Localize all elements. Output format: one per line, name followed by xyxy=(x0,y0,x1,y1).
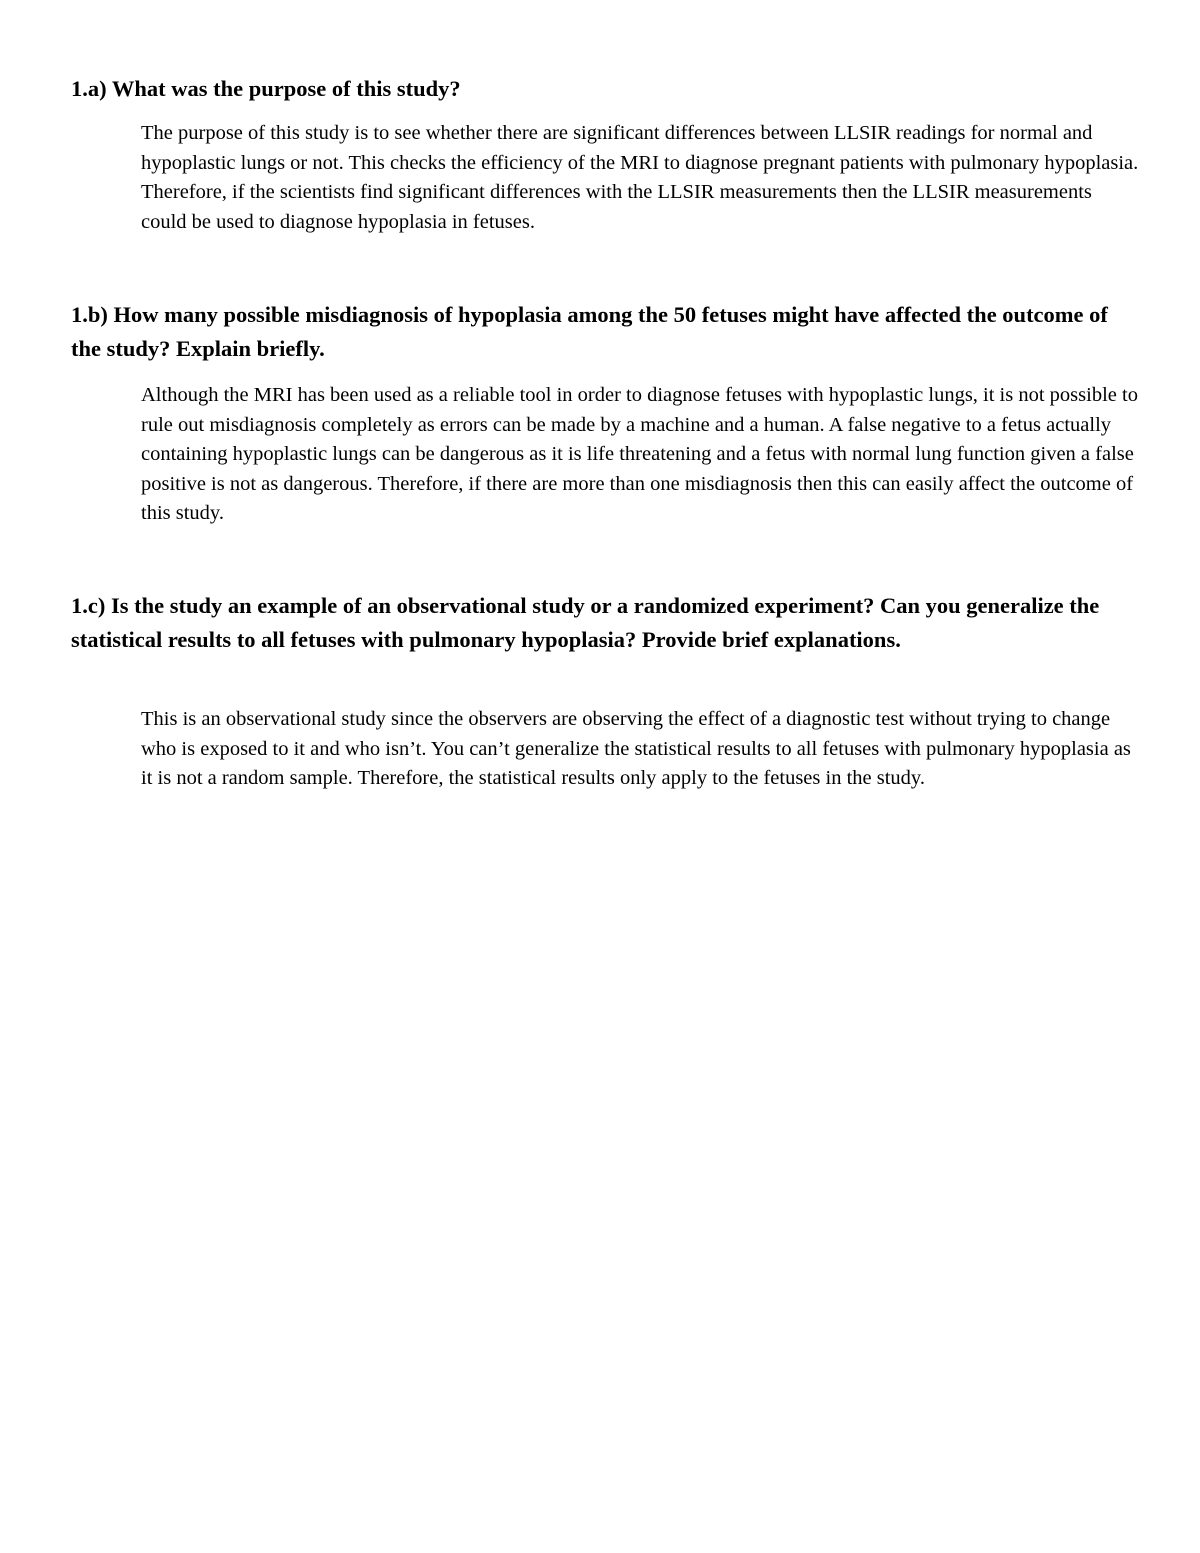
question-1b-heading: 1.b) How many possible misdiagnosis of hypoplasia among the 50 fetuses might have affected the outcome of the study? Explain briefly. xyxy=(71,302,1108,361)
answer-1c-text: This is an observational study since the observers are observing the effect of a diagnostic test without trying to change who is exposed to it and who isn’t. You can’t generalize the statistical results to all fetuses with pulmonary hypoplasia as it is not a random sample. Therefore, the statistical results only apply to the fetuses in the study. xyxy=(141,708,1131,790)
answer-1a-text: The purpose of this study is to see whether there are significant differences between LLSIR readings for normal and hypoplastic lungs or not. This checks the efficiency of the MRI to diagnose pregnant patients with pulmonary hypoplasia. Therefore, if the scientists find significant differences with the LLSIR measurements then the LLSIR measurements could be used to diagnose hypoplasia in fetuses. xyxy=(141,122,1139,233)
question-1c-heading: 1.c) Is the study an example of an observational study or a randomized experiment? Can you generalize the statistical results to all fetuses with pulmonary hypoplasia? Provide brief explanations. xyxy=(71,593,1100,652)
answer-1b-text: Although the MRI has been used as a reliable tool in order to diagnose fetuses with hypoplastic lungs, it is not possible to rule out misdiagnosis completely as errors can be made by a machine and a human. A false negative to a fetus actually containing hypoplastic lungs can be dangerous as it is life threatening and a fetus with normal lung function given a false positive is not as dangerous. Therefore, if there are more than one misdiagnosis then this can easily affect the outcome of this study. xyxy=(141,384,1138,525)
question-1a-heading: 1.a) What was the purpose of this study? xyxy=(71,76,461,101)
